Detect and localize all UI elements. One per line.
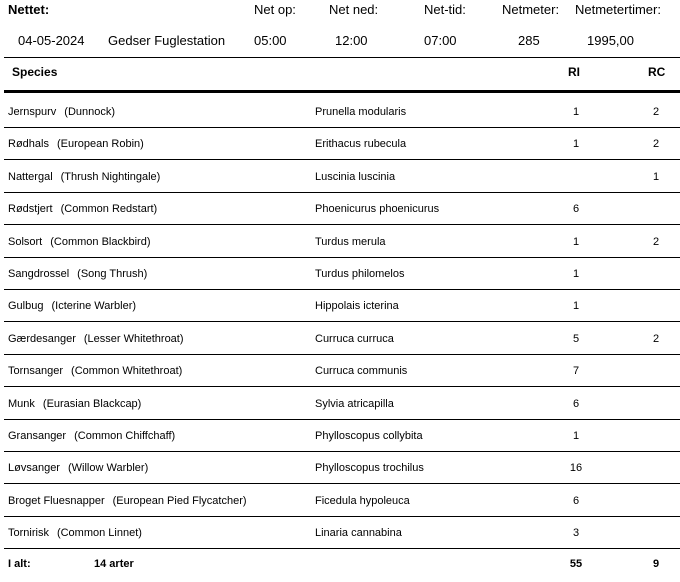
scientific-name: Phylloscopus trochilus [315,462,424,475]
danish-name: Solsort [8,235,43,248]
ri-count: 1 [572,300,580,313]
table-row [4,258,680,290]
english-name: (Common Blackbird) [50,235,151,248]
column-header-rule [4,90,680,93]
table-row [4,388,680,420]
english-name: (Thrush Nightingale) [60,170,161,183]
totals-label: I alt: [8,558,31,570]
scientific-name: Turdus philomelos [315,268,405,280]
species-name [8,171,160,183]
scientific-name: Curruca communis [315,365,408,378]
scientific-name: Phylloscopus collybita [315,430,423,442]
netmetertimer-value: 1995,00 [587,33,634,48]
rc-count: 1 [652,170,660,183]
table-row [4,161,680,193]
english-name: (Lesser Whitethroat) [83,332,184,345]
ri-count: 7 [572,365,580,378]
english-name: (European Pied Flycatcher) [112,494,247,507]
column-header-species: Species [12,65,58,79]
ri-count: 6 [572,397,580,410]
english-name: (Icterine Warbler) [51,300,137,313]
scientific-name: Sylvia atricapilla [315,397,394,410]
danish-name: Jernspurv [8,106,57,118]
table-row [4,193,680,225]
rc-count: 2 [652,138,660,151]
species-name [8,462,148,474]
english-name: (Common Whitethroat) [71,365,183,378]
station-value: Gedser Fuglestation [108,33,226,48]
rc-count: 2 [652,332,660,345]
english-name: (Eurasian Blackcap) [42,397,142,410]
scientific-name: Linaria cannabina [315,527,402,540]
species-name [8,495,247,507]
species-name [8,236,151,248]
scientific-name: Curruca curruca [315,332,394,345]
table-row [4,226,680,258]
column-header-rc: RC [648,65,666,79]
table-row [4,517,680,549]
scientific-name: Prunella modularis [315,106,407,118]
totals-ri: 55 [569,558,583,570]
netmeter-label: Netmeter: [502,2,560,17]
species-name [8,203,157,215]
ri-count: 6 [572,494,580,507]
ri-count: 16 [569,462,583,475]
ri-count: 1 [572,430,580,442]
rc-count: 2 [652,235,660,248]
danish-name: Løvsanger [8,462,60,475]
netmeter-value: 285 [518,33,540,48]
danish-name: Gærdesanger [8,332,76,345]
scientific-name: Luscinia luscinia [315,170,396,183]
scientific-name: Erithacus rubecula [315,138,407,151]
ri-count: 5 [572,332,580,345]
danish-name: Gransanger [8,430,67,442]
ri-count: 1 [572,268,580,280]
species-name [8,430,175,442]
totals-rc: 9 [652,558,660,570]
species-name [8,300,136,312]
scientific-name: Phoenicurus phoenicurus [315,203,440,216]
ri-count: 3 [572,527,580,540]
ri-count: 6 [572,203,580,216]
scientific-name: Turdus merula [315,235,386,248]
table-row [4,355,680,387]
table-row [4,128,680,160]
net-ned-value: 12:00 [335,33,368,48]
species-name [8,106,115,118]
table-row [4,420,680,452]
netmetertimer-label: Netmetertimer: [575,2,661,17]
ri-count: 1 [572,235,580,248]
danish-name: Broget Fluesnapper [8,494,105,507]
english-name: (Common Redstart) [60,203,158,216]
danish-name: Munk [8,397,35,410]
danish-name: Gulbug [8,300,44,313]
species-name [8,365,182,377]
species-name [8,268,147,280]
ri-count: 1 [572,106,580,118]
net-ned-label: Net ned: [329,2,379,17]
danish-name: Tornirisk [8,527,49,540]
species-name [8,138,144,150]
species-name [8,333,184,345]
english-name: (European Robin) [56,138,144,151]
english-name: (Dunnock) [64,106,116,118]
species-name [8,527,142,539]
danish-name: Rødhals [8,138,49,151]
english-name: (Song Thrush) [77,268,148,280]
net-op-label: Net op: [254,2,296,17]
table-row [4,452,680,484]
table-row [4,485,680,517]
net-op-value: 05:00 [254,33,287,48]
danish-name: Sangdrossel [8,268,70,280]
rc-count: 2 [652,106,660,118]
english-name: (Common Linnet) [56,527,142,540]
header-rule [4,57,680,58]
danish-name: Rødstjert [8,203,53,216]
scientific-name: Hippolais icterina [315,300,399,313]
net-tid-value: 07:00 [424,33,457,48]
danish-name: Nattergal [8,170,53,183]
scientific-name: Ficedula hypoleuca [315,494,410,507]
english-name: (Common Chiffchaff) [74,430,176,442]
table-row [4,323,680,355]
ri-count: 1 [572,138,580,151]
date-value: 04-05-2024 [18,33,85,48]
table-row [4,290,680,322]
totals-species-count: 14 arter [94,558,134,570]
net-tid-label: Net-tid: [424,2,466,17]
column-header-ri: RI [568,65,580,79]
species-name [8,398,141,410]
table-row [4,96,680,128]
english-name: (Willow Warbler) [67,462,149,475]
site-label: Nettet: [8,2,50,17]
danish-name: Tornsanger [8,365,64,378]
